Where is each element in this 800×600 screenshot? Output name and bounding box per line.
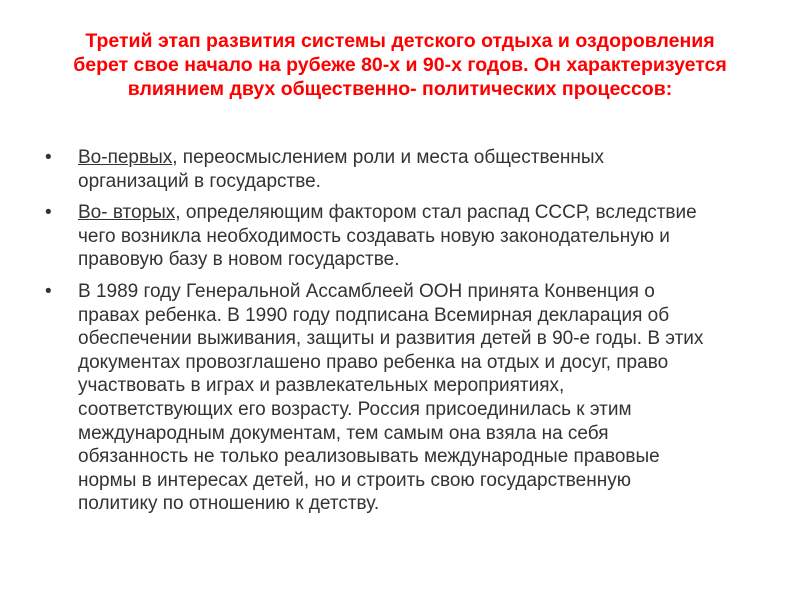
title-line: берет свое начало на рубеже 80-х и 90-х годов. Он характеризуется [73, 54, 727, 76]
bullet-dot: • [45, 202, 52, 224]
bullet-line: правовую базу в новом государстве. [78, 249, 400, 271]
bullet-line-rest: , переосмыслением роли и места общественных [172, 147, 605, 168]
bullet-line: участвовать в играх и развлекательных мероприятиях, [78, 375, 565, 397]
bullet-dot: • [45, 280, 52, 302]
bullet-dot: • [45, 147, 52, 168]
bullet-line: обеспечении выживания, защиты и развития детей в 90-е годы. В этих [78, 328, 704, 350]
bullet-line-rest: определяющим фактором стал распад СССР, вследствие [180, 202, 697, 224]
bullet-line: нормы в интересах детей, но и строить свою государственную [78, 469, 631, 491]
bullet-line: организаций в государстве. [78, 170, 321, 192]
bullet-line: чего возникла необходимость создавать новую законодательную и [78, 225, 670, 247]
bullet-list [45, 146, 755, 524]
bullet-line [78, 146, 755, 170]
slide-title [40, 29, 760, 101]
bullet-item [45, 280, 755, 516]
bullet-line: политику по отношению к детству. [78, 493, 380, 515]
bullet-item [45, 201, 755, 272]
bullet-line [78, 201, 755, 225]
bullet-line: обязанность не только реализовывать международные правовые [78, 446, 660, 468]
bullet-line: международным документам, тем самым она взяла на себя [78, 422, 609, 444]
bullet-lead-underlined: Во-первых [78, 147, 173, 168]
title-line: влиянием двух общественно- политических процессов: [127, 78, 673, 100]
bullet-line: соответствующих его возрасту. Россия присоединилась к этим [78, 398, 632, 420]
bullet-line: правах ребенка. В 1990 году подписана Всемирная декларация об [78, 304, 670, 326]
bullet-line: В 1989 году Генеральной Ассамблеей ООН принята Конвенция о [78, 280, 655, 302]
bullet-lead-underlined: Во- вторых, [78, 202, 181, 224]
title-line: Третий этап развития системы детского отдыха и оздоровления [85, 30, 715, 52]
bullet-item [45, 146, 755, 193]
bullet-line: документах провозглашено право ребенка на отдых и досуг, право [78, 351, 669, 373]
